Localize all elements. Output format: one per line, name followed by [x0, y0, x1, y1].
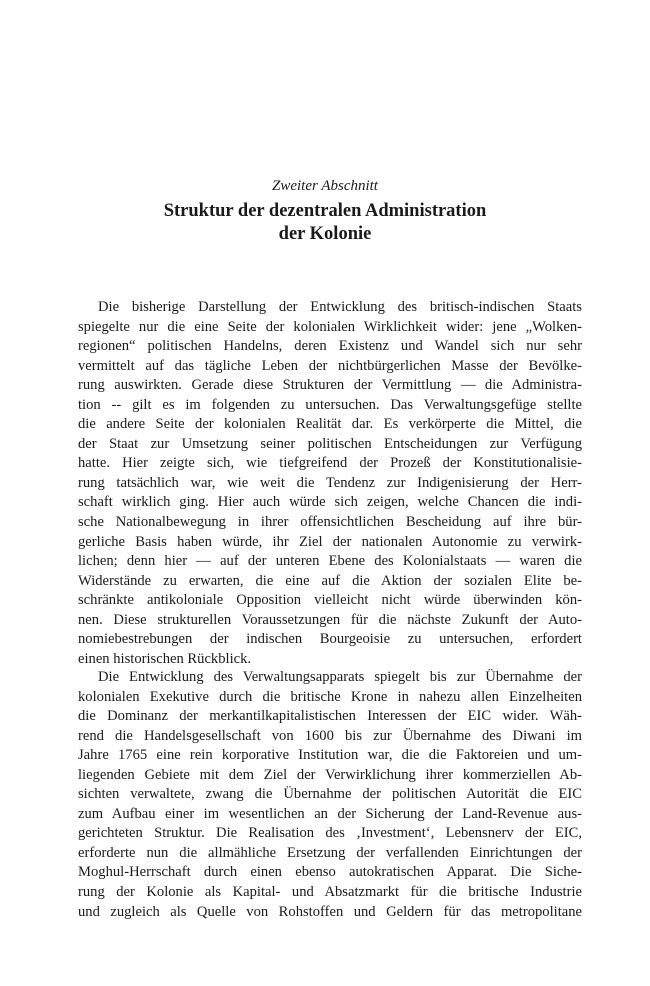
body-paragraph-1	[78, 298, 582, 669]
text-line: hatte. Hier zeigte sich, wie tiefgreifend der Prozeß der Konstitutionalisie-	[78, 455, 582, 472]
text-line: die Dominanz der merkantilkapitalistischen Interessen der EIC wider. Wäh-	[78, 708, 582, 725]
text-line: lichen; denn hier — auf der unteren Ebene des Kolonialstaats — waren die	[78, 553, 582, 570]
chapter-heading	[0, 176, 650, 246]
text-line: nomiebestrebungen der indischen Bourgeoisie zu untersuchen, erfordert	[78, 631, 582, 648]
text-line: rung auswirkten. Gerade diese Strukturen der Vermittlung — die Administra-	[78, 377, 582, 394]
text-line: spiegelte nur die eine Seite der kolonialen Wirklichkeit wider: jene „Wolken-	[78, 318, 582, 335]
text-line: rend die Handelsgesellschaft von 1600 bis zur Übernahme des Diwani im	[78, 727, 582, 744]
text-line: rung der Kolonie als Kapital- und Absatzmarkt für die britische Industrie	[78, 884, 582, 901]
chapter-title-line-2: der Kolonie	[278, 224, 372, 244]
text-line: zum Aufbau einer im wesentlichen an der Sicherung der Land-Revenue aus-	[78, 805, 582, 822]
text-line: der Staat zur Umsetzung seiner politischen Entscheidungen zur Verfügung	[78, 435, 582, 452]
text-line: schaft wirklich ging. Hier auch würde sich zeigen, welche Chancen die indi-	[78, 494, 582, 511]
text-line: rung tatsächlich war, wie weit die Tendenz zur Indigenisierung der Herr-	[78, 474, 582, 491]
text-line: Moghul-Herrschaft durch einen ebenso autokratischen Apparat. Die Siche-	[78, 864, 582, 881]
text-line: liegenden Gebiete mit dem Ziel der Verwirklichung ihrer kommerziellen Ab-	[78, 766, 582, 783]
text-line: gerliche Basis haben würde, ihr Ziel der nationalen Autonomie zu verwirk-	[78, 533, 582, 550]
text-line: sche Nationalbewegung in ihrer offensichtlichen Bescheidung auf ihre bür-	[78, 514, 582, 531]
text-line: einen historischen Rückblick.	[78, 650, 252, 667]
chapter-title	[0, 200, 650, 246]
text-line: Die bisherige Darstellung der Entwicklung des britisch-indischen Staats	[98, 299, 582, 315]
text-line: und zugleich als Quelle von Rohstoffen und Geldern für das metropolitane	[78, 903, 582, 920]
text-line: regionen“ politischen Handelns, deren Existenz und Wandel sich nur sehr	[78, 338, 582, 355]
text-line: vermittelt auf das tägliche Leben der nichtbürgerlichen Masse der Bevölke-	[78, 357, 582, 374]
text-line: gerichteten Struktur. Die Realisation des ‚Investment‘, Lebensnerv der EIC,	[78, 825, 582, 842]
text-line: die andere Seite der kolonialen Realität dar. Es verkörperte die Mittel, die	[78, 416, 582, 433]
text-line: kolonialen Exekutive durch die britische Krone in nahezu allen Einzelheiten	[78, 688, 582, 705]
text-line: Jahre 1765 eine rein korporative Institution war, die die Faktoreien und um-	[78, 747, 582, 764]
text-line: erforderte nun die allmähliche Ersetzung der verfallenden Einrichtungen der	[78, 844, 582, 861]
text-line: schränkte antikoloniale Opposition vielleicht nicht würde überwinden kön-	[78, 592, 582, 609]
text-line: Widerstände zu erwarten, die eine auf die Aktion der sozialen Elite be-	[78, 572, 582, 589]
text-line: sichten verwaltete, zwang die Übernahme der politischen Autorität die EIC	[78, 786, 582, 803]
text-line: nen. Diese strukturellen Voraussetzungen für die nächste Zukunft der Auto-	[78, 611, 582, 628]
text-line: tion -- gilt es im folgenden zu untersuchen. Das Verwaltungsgefüge stellte	[78, 396, 582, 413]
body-paragraph-2	[78, 668, 582, 922]
text-line: Die Entwicklung des Verwaltungsapparats spiegelt bis zur Übernahme der	[98, 669, 582, 685]
section-label: Zweiter Abschnitt	[272, 178, 378, 194]
chapter-title-line-1: Struktur der dezentralen Administration	[163, 201, 487, 221]
